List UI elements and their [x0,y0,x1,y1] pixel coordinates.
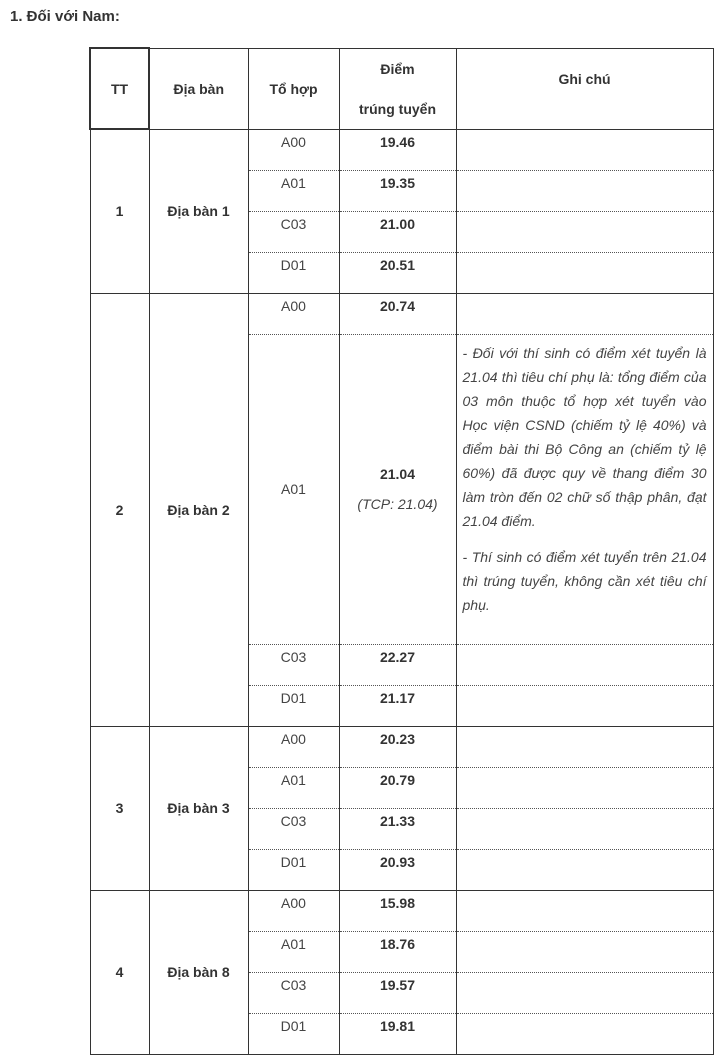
table-row [90,890,713,931]
combo-cell: A01 [248,767,339,808]
note-paragraph: - Thí sinh có điểm xét tuyển trên 21.04 thì trúng tuyển, không cần xét tiêu chí phụ. [462,548,707,613]
table-row [90,726,713,767]
combo-cell: D01 [248,685,339,726]
note-cell [456,767,713,808]
note-cell [456,644,713,685]
combo-cell: A00 [248,293,339,334]
area-cell: Địa bàn 2 [149,293,248,726]
header-note: Ghi chú [456,48,713,129]
area-cell: Địa bàn 8 [149,890,248,1054]
note-paragraph: - Đối với thí sinh có điểm xét tuyển là 21.04 thì tiêu chí phụ là: tổng điểm của 03 môn thuộc tổ hợp xét tuyển vào Học viện CSND (chiếm tỷ lệ 40%) và điểm bài thi Bộ Công an (chiếm tỷ lệ 60%) đã được quy về thang điểm 30 làm tròn đến 02 chữ số thập phân, đạt 21.04 điểm. [462,344,707,529]
combo-cell: A01 [248,170,339,211]
combo-cell: A01 [248,931,339,972]
score-cell: 20.93 [339,849,456,890]
score-cell: 15.98 [339,890,456,931]
combo-cell: A00 [248,890,339,931]
score-cell: 21.00 [339,211,456,252]
combo-cell: C03 [248,972,339,1013]
combo-cell: C03 [248,211,339,252]
note-cell [456,849,713,890]
score-cell: 19.35 [339,170,456,211]
score-cell: 21.17 [339,685,456,726]
score-cell: 19.81 [339,1013,456,1054]
combo-cell: A00 [248,726,339,767]
score-cell: 20.79 [339,767,456,808]
table-row [90,293,713,334]
score-cell: 20.23 [339,726,456,767]
combo-cell: A01 [248,334,339,644]
area-cell: Địa bàn 3 [149,726,248,890]
tt-cell: 2 [90,293,149,726]
score-cell: 20.51 [339,252,456,293]
area-cell: Địa bàn 1 [149,129,248,293]
note-cell [456,334,713,644]
score-cell: 18.76 [339,931,456,972]
note-cell [456,808,713,849]
tt-cell: 3 [90,726,149,890]
note-cell [456,726,713,767]
note-cell [456,972,713,1013]
score-cell: 19.46 [339,129,456,170]
note-cell [456,211,713,252]
score-cell: 22.27 [339,644,456,685]
header-combo: Tổ hợp [248,48,339,129]
section-heading: 1. Đối với Nam: [10,8,120,25]
header-score-line2: trúng tuyển [359,100,436,117]
tiebreak-score: (TCP: 21.04) [357,496,438,512]
score-cell: 19.57 [339,972,456,1013]
note-cell [456,252,713,293]
note-cell [456,170,713,211]
note-cell [456,129,713,170]
note-cell [456,293,713,334]
table-row [90,129,713,170]
combo-cell: D01 [248,849,339,890]
header-tt: TT [90,48,149,129]
combo-cell: A00 [248,129,339,170]
tt-cell: 4 [90,890,149,1054]
header-score-line1: Điểm [380,60,415,77]
admission-score-table [89,47,714,1055]
score-value: 21.04 [379,466,416,482]
combo-cell: D01 [248,252,339,293]
note-cell [456,931,713,972]
score-cell [339,334,456,644]
note-cell [456,1013,713,1054]
note-cell [456,685,713,726]
combo-cell: C03 [248,644,339,685]
header-score [339,48,456,129]
score-cell: 21.33 [339,808,456,849]
tt-cell: 1 [90,129,149,293]
score-cell: 20.74 [339,293,456,334]
table-header-row [90,48,713,129]
combo-cell: C03 [248,808,339,849]
header-area: Địa bàn [149,48,248,129]
note-cell [456,890,713,931]
combo-cell: D01 [248,1013,339,1054]
